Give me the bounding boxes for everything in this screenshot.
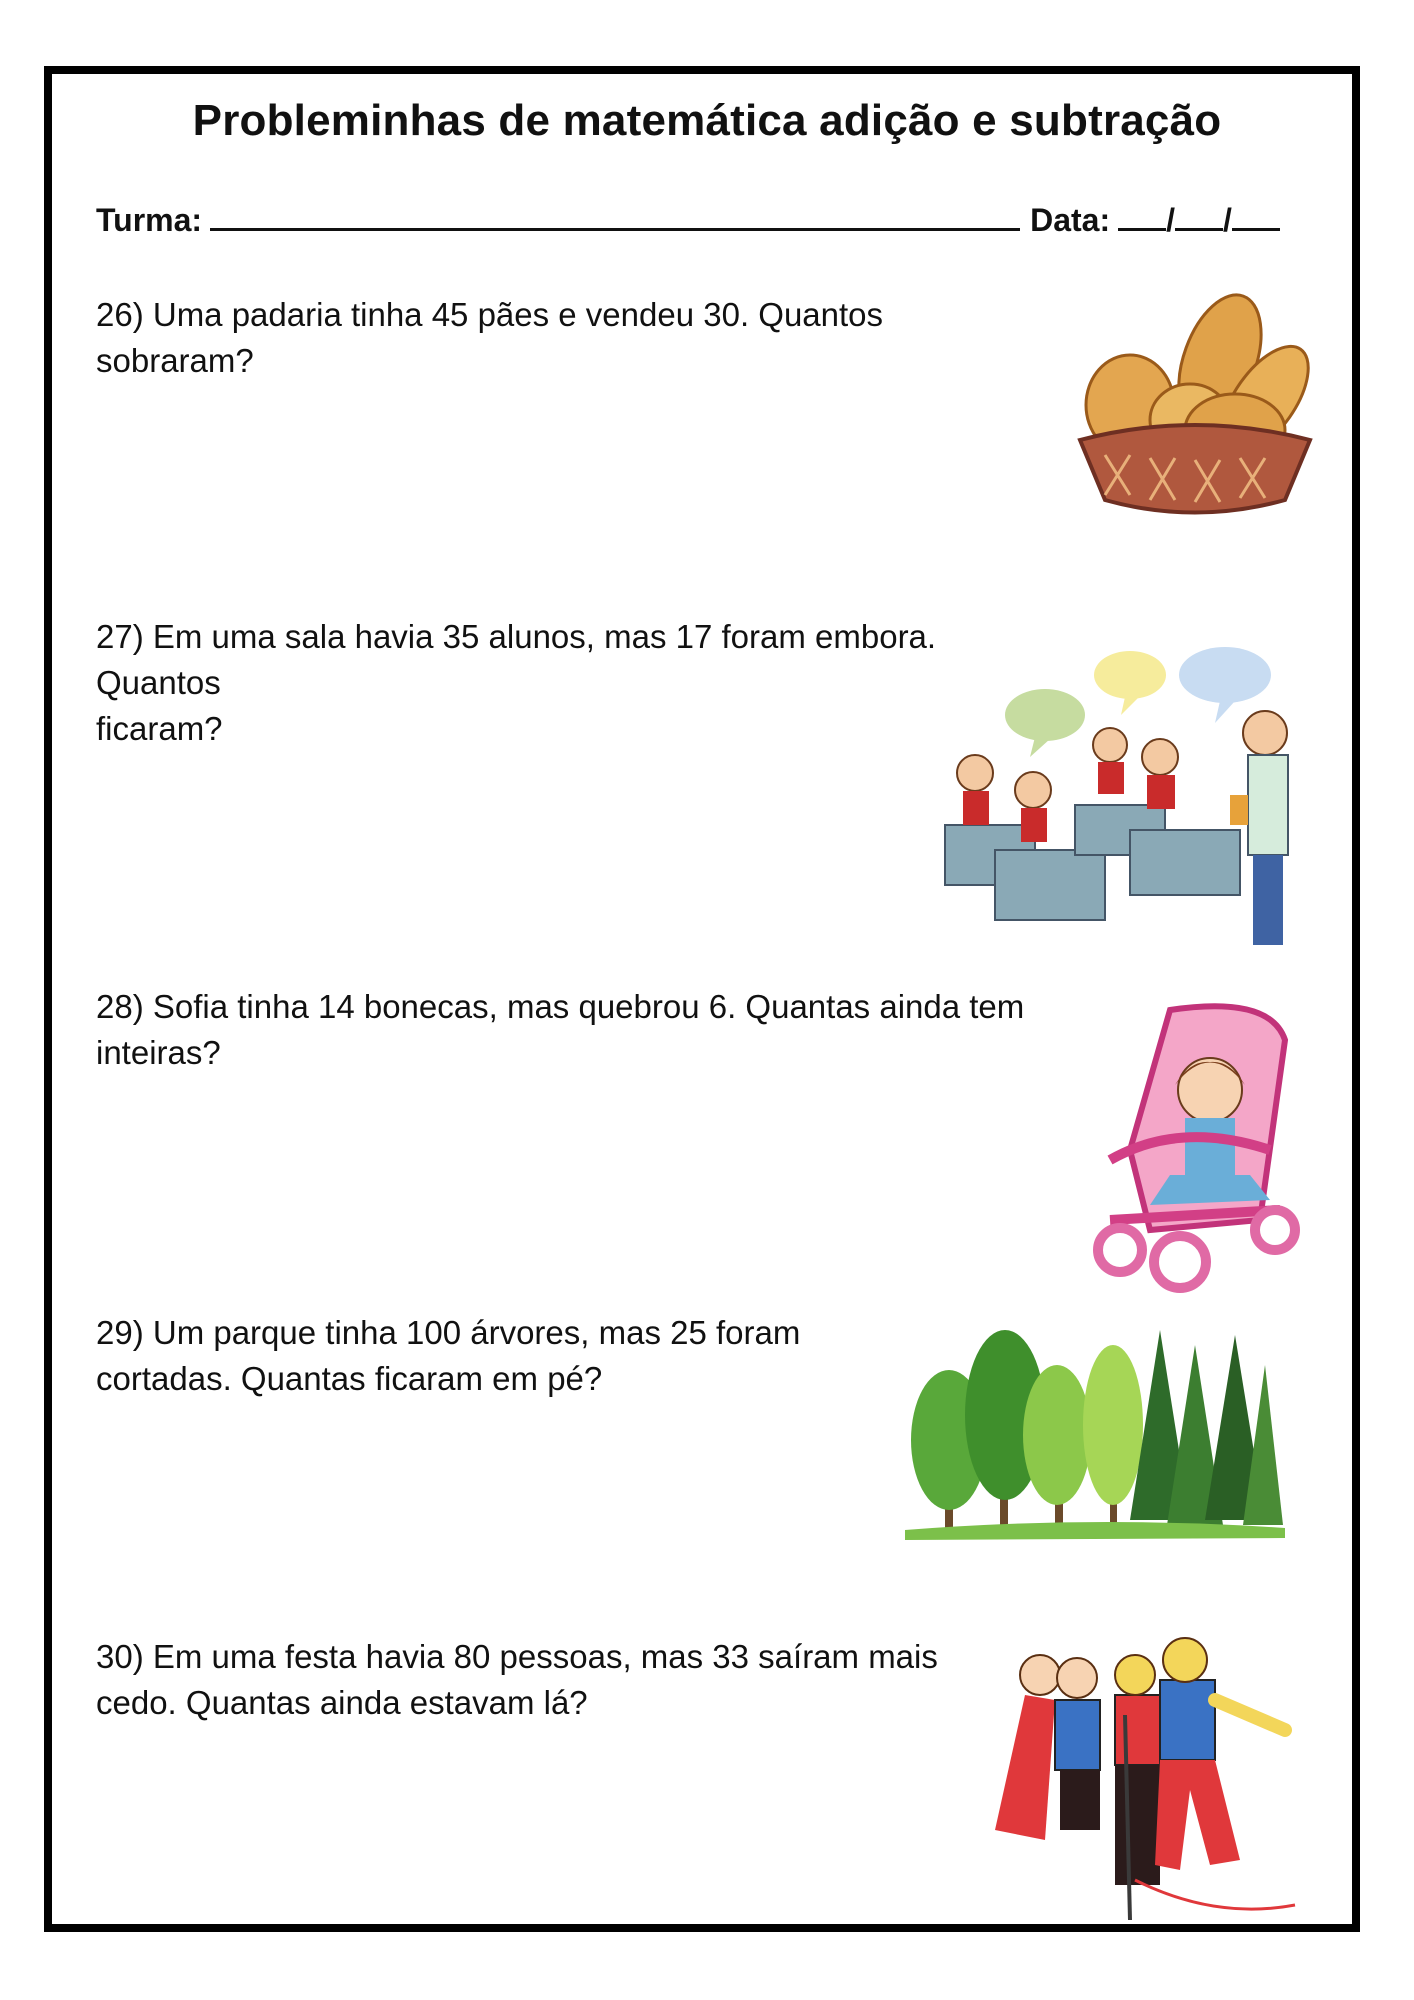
question-26 bbox=[96, 292, 883, 384]
question-line: 26) Uma padaria tinha 45 pães e vendeu 30. Quantos bbox=[96, 296, 884, 333]
question-line: cortadas. Quantas ficaram em pé? bbox=[96, 1360, 603, 1397]
date-slash-1: / bbox=[1166, 202, 1175, 238]
page-title: Probleminhas de matemática adição e subtração bbox=[192, 96, 1222, 145]
question-line: 28) Sofia tinha 14 bonecas, mas quebrou 6. Quantas ainda tem bbox=[96, 988, 1025, 1025]
question-28 bbox=[96, 984, 1024, 1076]
trees-illustration bbox=[905, 1320, 1285, 1545]
date-year-blank[interactable] bbox=[1232, 198, 1280, 231]
date-label: Data: bbox=[1030, 202, 1111, 238]
question-line: cedo. Quantas ainda estavam lá? bbox=[96, 1684, 588, 1721]
header-fields bbox=[96, 198, 1332, 244]
question-29 bbox=[96, 1310, 800, 1402]
question-line: Quantos bbox=[96, 664, 221, 701]
question-line: 30) Em uma festa havia 80 pessoas, mas 33 saíram mais bbox=[96, 1638, 938, 1675]
class-label: Turma: bbox=[96, 202, 203, 238]
question-27 bbox=[96, 614, 936, 752]
bread-basket-icon bbox=[1070, 290, 1320, 520]
question-line: 29) Um parque tinha 100 árvores, mas 25 foram bbox=[96, 1314, 801, 1351]
question-line: ficaram? bbox=[96, 710, 223, 747]
girl-in-stroller-illustration bbox=[1070, 1000, 1310, 1300]
date-day-blank[interactable] bbox=[1118, 198, 1166, 231]
party-people-illustration bbox=[965, 1620, 1335, 1930]
question-line: inteiras? bbox=[96, 1034, 221, 1071]
question-30 bbox=[96, 1634, 938, 1726]
question-line: 27) Em uma sala havia 35 alunos, mas 17 foram embora. bbox=[96, 618, 937, 655]
classroom-illustration bbox=[935, 645, 1315, 950]
class-blank[interactable] bbox=[210, 198, 1020, 231]
date-slash-2: / bbox=[1222, 202, 1232, 238]
date-month-blank[interactable] bbox=[1175, 198, 1223, 231]
question-line: sobraram? bbox=[96, 342, 254, 379]
